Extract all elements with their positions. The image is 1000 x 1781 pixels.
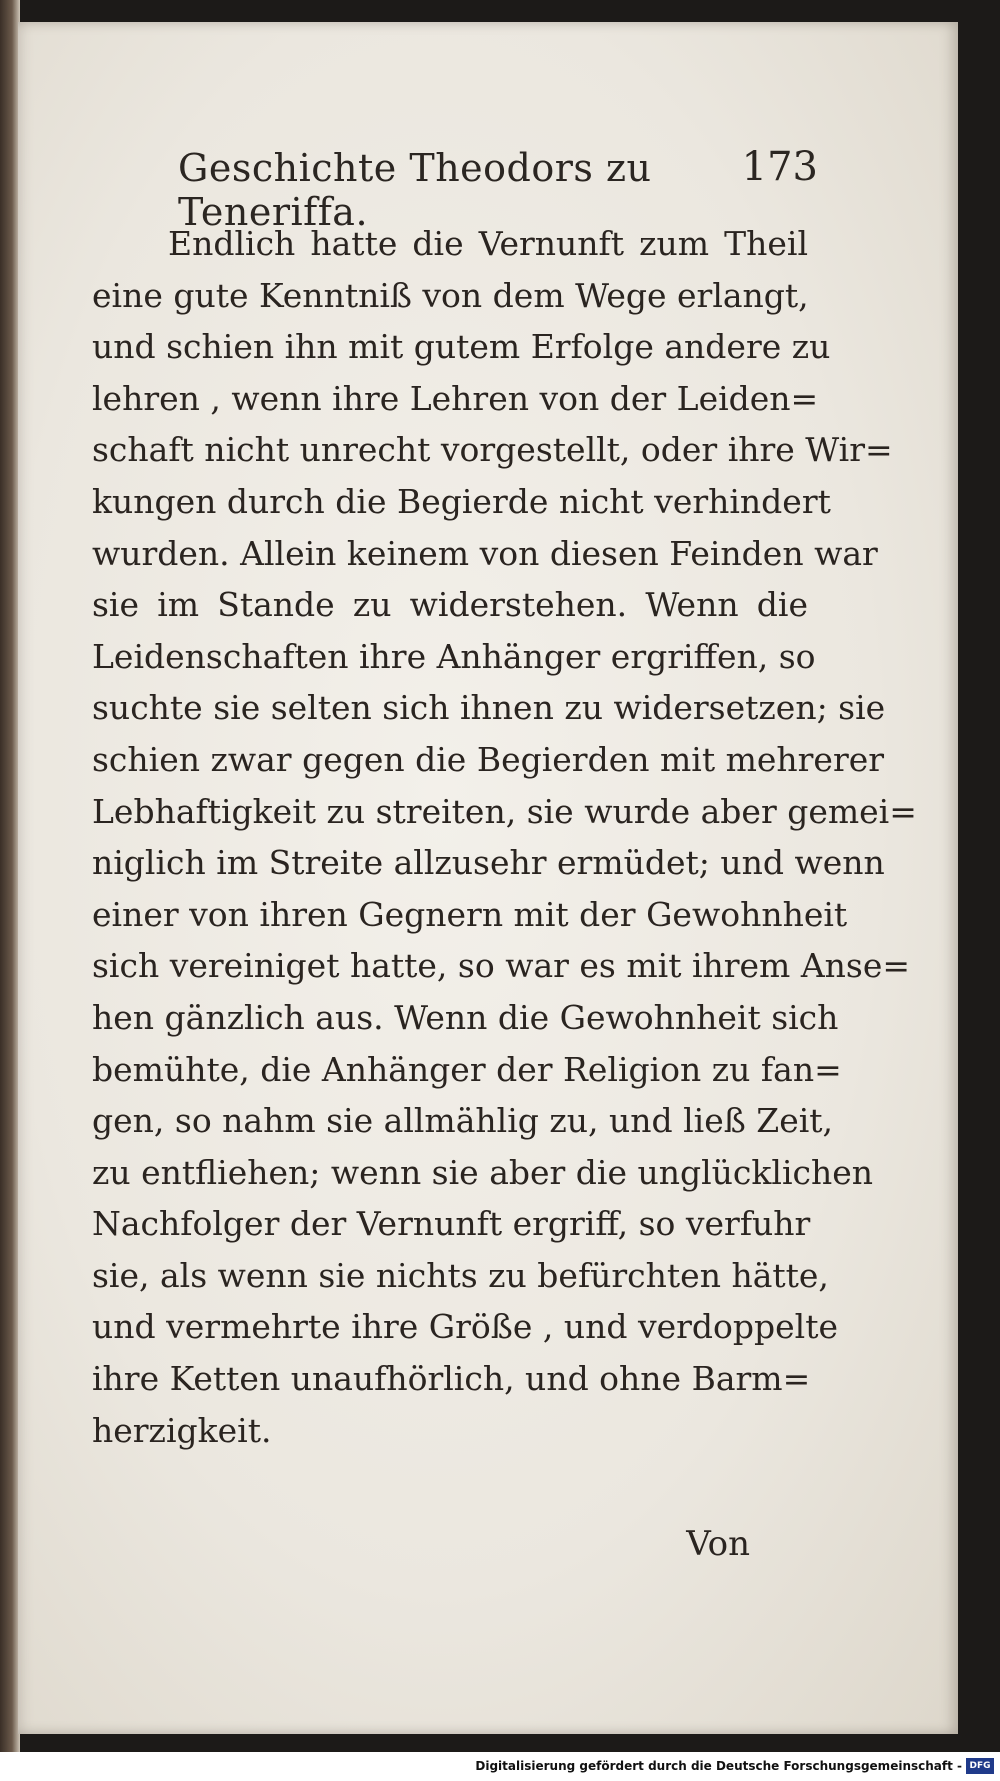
text-line: bemühte, die Anhänger der Religion zu fan= [92,1049,842,1089]
page-number: 173 [741,144,818,190]
book-cover-edge [0,0,20,1752]
text-line: sich vereiniget hatte, so war es mit ihrem Anse= [92,946,911,986]
text-line: Nachfolger der Vernunft ergriff, so verfuhr [92,1204,811,1244]
text-line: schien zwar gegen die Begierden mit mehrerer [92,739,885,779]
text-line: sie im Stande zu widerstehen. Wenn die [92,585,808,625]
text-line: herzigkeit. [92,1410,272,1450]
body-text [92,218,917,1456]
text-line: hen gänzlich aus. Wenn die Gewohnheit sich [92,997,839,1037]
text-line: wurden. Allein keinem von diesen Feinden war [92,533,878,573]
page-header [178,140,818,234]
running-title: Geschichte Theodors zu Teneriffa. [178,146,652,234]
funding-credit: Digitalisierung gefördert durch die Deutsche Forschungsgemeinschaft - [475,1759,962,1773]
text-line: gen, so nahm sie allmählig zu, und ließ Zeit, [92,1101,834,1141]
text-line: Leidenschaften ihre Anhänger ergriffen, so [92,636,816,676]
digitization-footer [0,1752,1000,1781]
dfg-logo: DFG [966,1758,994,1774]
text-line: eine gute Kenntniß von dem Wege erlangt, [92,275,809,315]
text-line: Lebhaftigkeit zu streiten, sie wurde aber gemei= [92,791,917,831]
text-line: kungen durch die Begierde nicht verhindert [92,481,831,521]
text-line: ihre Ketten unaufhörlich, und ohne Barm= [92,1359,811,1399]
text-line: Endlich hatte die Vernunft zum Theil [168,224,808,263]
book-page [18,22,958,1734]
text-line: zu entfliehen; wenn sie aber die unglücklichen [92,1152,874,1192]
text-line: sie, als wenn sie nichts zu befürchten hätte, [92,1255,829,1295]
text-line: und schien ihn mit gutem Erfolge andere zu [92,327,831,367]
text-line: schaft nicht unrecht vorgestellt, oder ihre Wir= [92,430,893,470]
text-line: einer von ihren Gegnern mit der Gewohnheit [92,894,848,934]
text-line: niglich im Streite allzusehr ermüdet; und wenn [92,843,885,883]
text-line: suchte sie selten sich ihnen zu widersetzen; sie [92,688,886,728]
catchword: Von [686,1524,750,1564]
text-line: und vermehrte ihre Größe , und verdoppelte [92,1307,839,1347]
text-line: lehren , wenn ihre Lehren von der Leiden= [92,378,819,418]
